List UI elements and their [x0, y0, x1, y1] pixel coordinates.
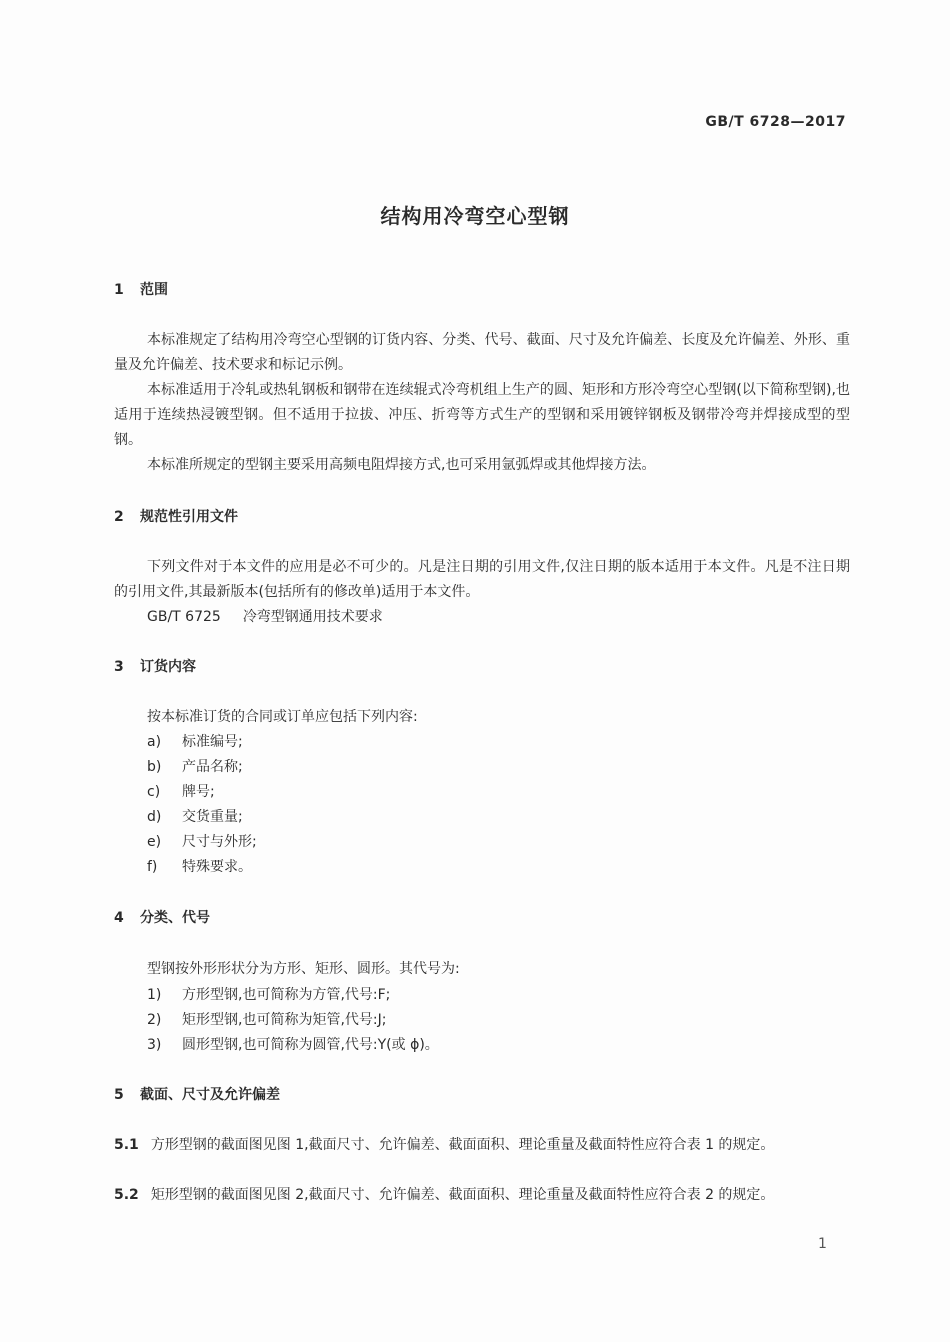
clause-number: 5.2	[114, 1187, 139, 1203]
reference-code: GB/T 6725	[147, 609, 221, 625]
section-1-paragraph-1: 本标准规定了结构用冷弯空心型钢的订货内容、分类、代号、截面、尺寸及允许偏差、长度及允许偏差、外形、重量及允许偏差、技术要求和标记示例。	[114, 332, 850, 373]
list-item: 1) 方形型钢,也可简称为方管,代号:F;	[147, 987, 391, 1003]
section-number: 4	[114, 910, 124, 926]
list-item: f) 特殊要求。	[147, 859, 252, 875]
section-5-heading	[114, 1083, 280, 1108]
section-title: 截面、尺寸及允许偏差	[140, 1087, 280, 1103]
section-title: 分类、代号	[140, 910, 210, 926]
section-number: 5	[114, 1087, 124, 1103]
clause-5-2	[114, 1183, 850, 1208]
list-item: b) 产品名称;	[147, 759, 243, 775]
section-3-intro: 按本标准订货的合同或订单应包括下列内容:	[147, 709, 418, 725]
section-4-intro: 型钢按外形形状分为方形、矩形、圆形。其代号为:	[147, 961, 460, 977]
section-1-paragraph-2: 本标准适用于冷轧或热轧钢板和钢带在连续辊式冷弯机组上生产的圆、矩形和方形冷弯空心型钢(以下简称型钢),也适用于连续热浸镀型钢。但不适用于拉拔、冲压、折弯等方式生产的型钢和采用镀锌钢板及钢带冷弯并焊接成型的型钢。	[114, 382, 850, 448]
page-number: 1	[818, 1236, 827, 1252]
list-item: d) 交货重量;	[147, 809, 243, 825]
list-item: c) 牌号;	[147, 784, 215, 800]
reference-title: 冷弯型钢通用技术要求	[242, 609, 383, 625]
clause-number: 5.1	[114, 1137, 139, 1153]
section-3-heading	[114, 655, 196, 680]
list-item: a) 标准编号;	[147, 734, 243, 750]
list-item: 2) 矩形型钢,也可简称为矩管,代号:J;	[147, 1012, 387, 1028]
section-1-paragraph-3: 本标准所规定的型钢主要采用高频电阻焊接方式,也可采用氩弧焊或其他焊接方法。	[147, 457, 656, 473]
section-number: 1	[114, 282, 124, 298]
section-4-heading	[114, 906, 210, 931]
section-number: 2	[114, 509, 124, 525]
clause-text: 矩形型钢的截面图见图 2,截面尺寸、允许偏差、截面面积、理论重量及截面特性应符合表 2 的规定。	[150, 1187, 775, 1203]
list-item: e) 尺寸与外形;	[147, 834, 257, 850]
section-2-heading	[114, 505, 238, 530]
section-title: 规范性引用文件	[140, 509, 238, 525]
section-1-heading	[114, 278, 168, 303]
document-title: 结构用冷弯空心型钢	[380, 204, 570, 228]
section-title: 范围	[140, 282, 168, 298]
clause-text: 方形型钢的截面图见图 1,截面尺寸、允许偏差、截面面积、理论重量及截面特性应符合表 1 的规定。	[150, 1137, 775, 1153]
section-number: 3	[114, 659, 124, 675]
standard-number: GB/T 6728—2017	[705, 114, 846, 130]
section-title: 订货内容	[140, 659, 196, 675]
list-item: 3) 圆形型钢,也可简称为圆管,代号:Y(或 ϕ)。	[147, 1037, 439, 1053]
normative-reference	[147, 605, 383, 630]
section-2-paragraph-1: 下列文件对于本文件的应用是必不可少的。凡是注日期的引用文件,仅注日期的版本适用于本文件。凡是不注日期的引用文件,其最新版本(包括所有的修改单)适用于本文件。	[114, 559, 850, 600]
clause-5-1	[114, 1133, 850, 1158]
